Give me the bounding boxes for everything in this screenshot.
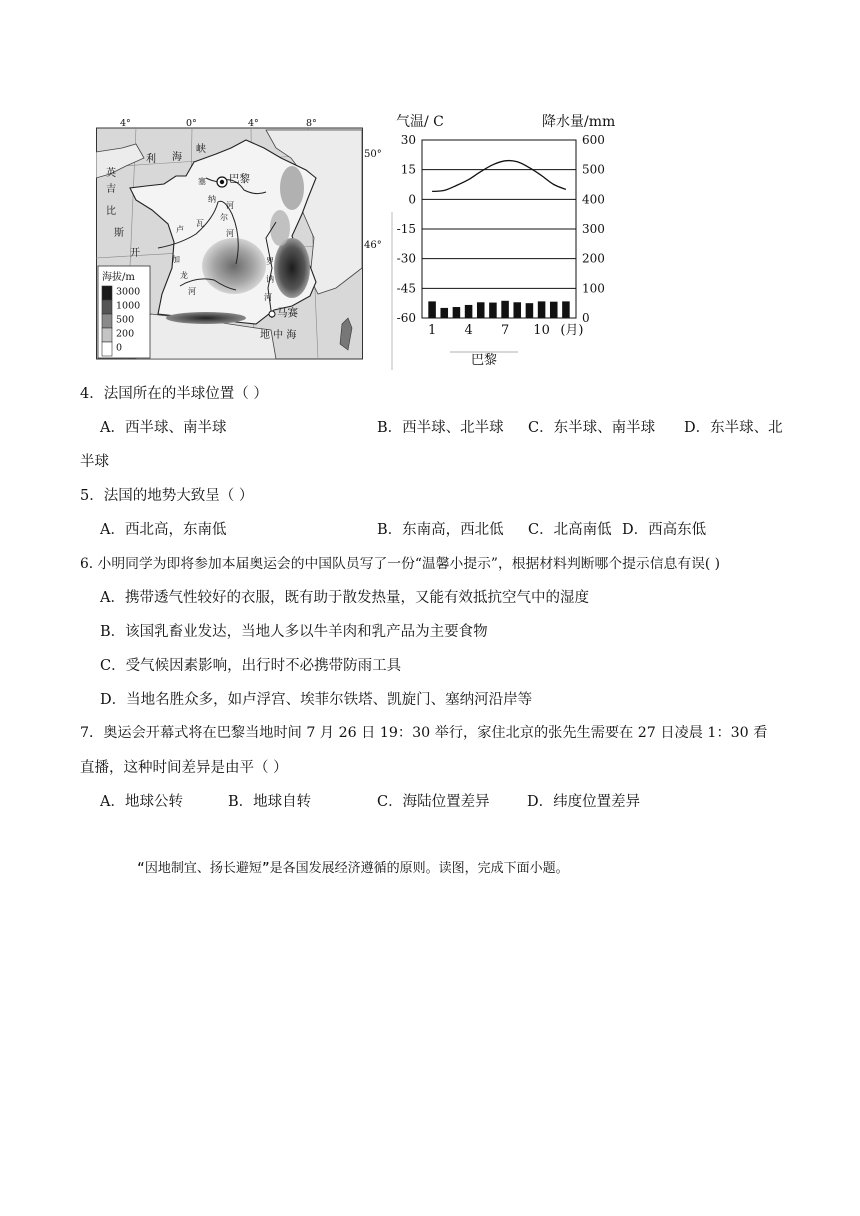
climate-chart bbox=[390, 106, 630, 370]
rhone-label: 讷 bbox=[266, 275, 274, 284]
month-tick-label: 10 bbox=[533, 323, 550, 338]
precipitation-bar bbox=[538, 301, 546, 318]
precipitation-tick-label: 200 bbox=[582, 251, 605, 266]
month-tick-label: 4 bbox=[464, 323, 473, 338]
question-6-option-c: C．受气候因素影响，出行时不必携带防雨工具 bbox=[100, 658, 402, 674]
month-tick-label: 1 bbox=[427, 323, 437, 338]
question-4-stem: 4．法国所在的半球位置（ ） bbox=[80, 386, 268, 402]
question-7-option-d: D．纬度位置差异 bbox=[527, 794, 641, 810]
precipitation-bar bbox=[477, 302, 485, 318]
garonne-label: 加 bbox=[172, 255, 180, 264]
question-7-option-b: B．地球自转 bbox=[228, 794, 312, 810]
question-6-stem: 6. 小明同学为即将参加本届奥运会的中国队员写了一份“温馨小提示”，根据材料判断哪个提示信息有误( ) bbox=[80, 556, 721, 572]
precipitation-bar bbox=[550, 302, 558, 318]
question-4-option-d: D．东半球、北 bbox=[684, 420, 783, 436]
question-4-option-c: C．东半球、南半球 bbox=[528, 420, 656, 436]
legend-level-label: 3000 bbox=[116, 286, 141, 298]
biscay-label: 开 bbox=[130, 248, 140, 259]
loire-label: 卢 bbox=[176, 225, 184, 234]
garonne-label: 河 bbox=[188, 287, 196, 296]
med-sea-label: 地 中 海 bbox=[260, 330, 297, 341]
legend-level-label: 1000 bbox=[116, 300, 141, 312]
lon-label: 4° bbox=[120, 118, 131, 129]
paris-label: 巴黎 bbox=[229, 173, 250, 185]
france-map-svg bbox=[96, 118, 364, 360]
seine-label: 塞 bbox=[198, 177, 206, 186]
marseille-label: 马赛 bbox=[277, 307, 298, 319]
temperature-tick-label: 30 bbox=[400, 133, 416, 147]
temperature-axis-label: 气温/ C bbox=[396, 114, 444, 130]
question-5-option-b: B．东南高，西北低 bbox=[377, 522, 504, 538]
strait-label: 峡 bbox=[196, 144, 206, 155]
question-5-option-c: C．北高南低 bbox=[528, 522, 612, 538]
legend-swatch bbox=[102, 300, 112, 314]
precipitation-bar bbox=[526, 303, 534, 318]
strait-label: 海 bbox=[172, 152, 182, 163]
question-6-option-a: A．携带透气性较好的衣服，既有助于散发热量，又能有效抵抗空气中的湿度 bbox=[100, 590, 589, 606]
lat-label: 50° bbox=[364, 149, 382, 160]
temperature-tick-label: -15 bbox=[396, 222, 416, 236]
strait-label: 利 bbox=[146, 154, 156, 165]
question-5-stem: 5．法国的地势大致呈（ ） bbox=[80, 488, 254, 504]
question-7-stem-wrap: 直播，这种时间差异是由平（ ） bbox=[80, 760, 288, 776]
legend-swatch bbox=[102, 314, 112, 328]
lat-label: 46° bbox=[364, 240, 382, 251]
seine-label: 纳 bbox=[208, 195, 216, 204]
lon-label: 0° bbox=[186, 118, 197, 129]
lon-label: 4° bbox=[248, 118, 259, 129]
question-5-option-d: D．西高东低 bbox=[622, 522, 707, 538]
france-map bbox=[96, 118, 364, 360]
precipitation-bar bbox=[513, 302, 521, 318]
legend-swatch bbox=[102, 342, 112, 356]
legend-swatch bbox=[102, 286, 112, 300]
precipitation-bar bbox=[428, 301, 436, 318]
question-6-option-b: B．该国乳畜业发达，当地人多以牛羊肉和乳产品为主要食物 bbox=[100, 624, 488, 640]
legend-swatch bbox=[102, 328, 112, 342]
temperature-tick-label: -45 bbox=[396, 281, 416, 296]
loire-label: 尔 bbox=[220, 213, 228, 222]
precipitation-bar bbox=[489, 303, 497, 318]
month-tick-label: 7 bbox=[500, 323, 510, 338]
question-7-stem: 7．奥运会开幕式将在巴黎当地时间 7 月 26 日 19：30 举行，家住北京的张先生需要在 27 日凌晨 1：30 看 bbox=[80, 725, 768, 741]
precipitation-tick-label: 400 bbox=[582, 192, 605, 207]
garonne-label: 龙 bbox=[180, 271, 188, 280]
precipitation-tick-label: 500 bbox=[582, 162, 605, 177]
precipitation-bar bbox=[501, 301, 509, 318]
temperature-line bbox=[432, 161, 566, 192]
question-4-option-a: A．西半球、南半球 bbox=[100, 420, 227, 436]
temperature-tick-label: -60 bbox=[396, 311, 416, 325]
temperature-tick-label: 0 bbox=[408, 192, 416, 207]
biscay-label: 斯 bbox=[114, 228, 124, 239]
question-5-option-a: A．西北高，东南低 bbox=[100, 522, 227, 538]
question-4-option-d-wrap: 半球 bbox=[80, 454, 109, 470]
precipitation-bar bbox=[562, 301, 570, 318]
loire-label: 瓦 bbox=[196, 219, 204, 228]
seine-label: 河 bbox=[226, 201, 234, 210]
question-7-option-a: A．地球公转 bbox=[100, 794, 183, 810]
temperature-tick-label: 15 bbox=[400, 162, 416, 177]
precipitation-bar bbox=[440, 308, 448, 318]
legend-level-label: 0 bbox=[116, 342, 123, 354]
climate-chart-svg bbox=[390, 106, 630, 370]
rhone-label: 罗 bbox=[266, 257, 274, 266]
precipitation-bar bbox=[453, 307, 461, 318]
england-label: 吉 bbox=[106, 184, 116, 195]
precipitation-tick-label: 300 bbox=[582, 222, 605, 236]
precipitation-tick-label: 0 bbox=[582, 311, 590, 325]
legend-level-label: 200 bbox=[116, 328, 135, 340]
rhone-label: 河 bbox=[264, 293, 272, 302]
precipitation-tick-label: 600 bbox=[582, 133, 605, 147]
precipitation-bar bbox=[465, 305, 473, 318]
chart-title: 巴黎 bbox=[470, 353, 498, 368]
question-4-option-b: B．西半球、北半球 bbox=[377, 420, 504, 436]
section-intro-text: “因地制宜、扬长避短”是各国发展经济遵循的原则。读图，完成下面小题。 bbox=[137, 861, 569, 876]
england-label: 英 bbox=[106, 168, 116, 179]
lon-label: 8° bbox=[306, 118, 317, 129]
temperature-tick-label: -30 bbox=[396, 251, 416, 266]
question-6-option-d: D．当地名胜众多，如卢浮宫、埃菲尔铁塔、凯旋门、塞纳河沿岸等 bbox=[100, 692, 533, 708]
question-7-option-c: C．海陆位置差异 bbox=[377, 794, 490, 810]
biscay-label: 比 bbox=[106, 206, 116, 217]
precipitation-axis-label: 降水量/mm bbox=[542, 114, 616, 130]
precipitation-tick-label: 100 bbox=[582, 281, 605, 296]
marseille-marker-icon bbox=[269, 311, 275, 317]
legend-level-label: 500 bbox=[116, 314, 135, 326]
legend-title: 海拔/m bbox=[102, 272, 135, 283]
loire-label: 河 bbox=[226, 229, 234, 238]
month-tick-label: (月) bbox=[560, 323, 584, 338]
